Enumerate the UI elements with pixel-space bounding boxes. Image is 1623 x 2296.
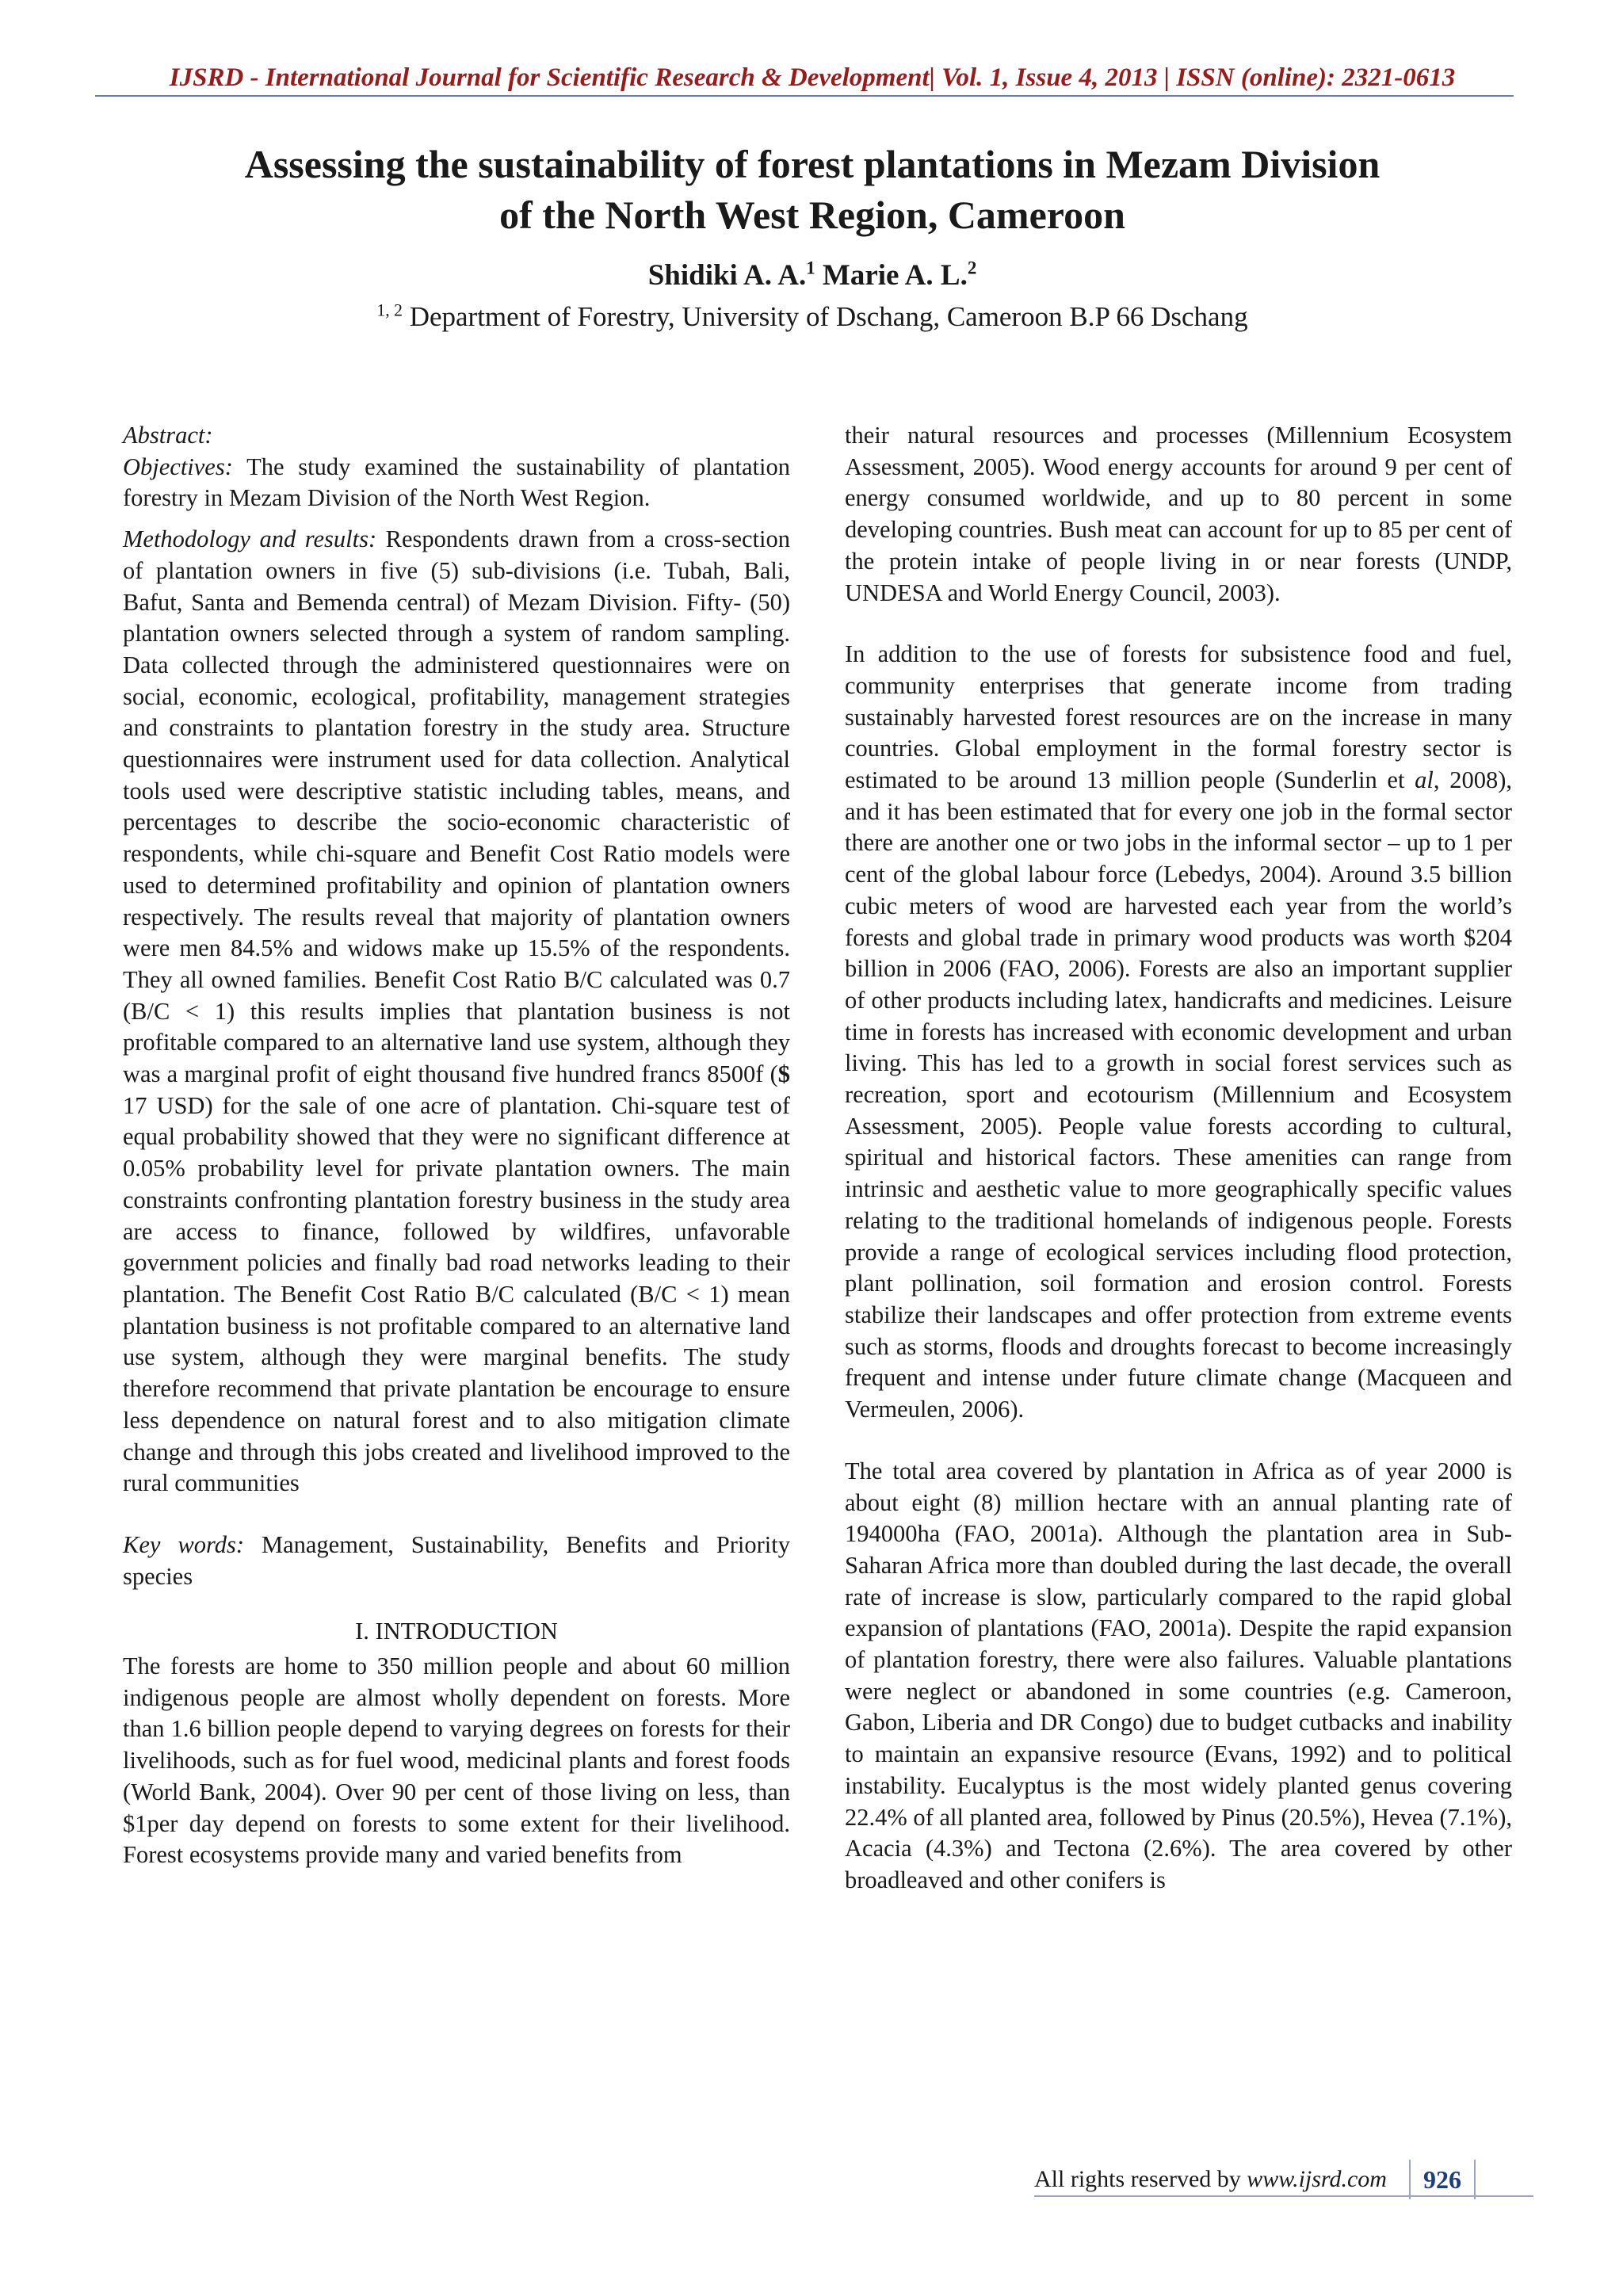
keywords-text: Management, Sustainability, Benefits and Priority species	[123, 1530, 790, 1590]
abstract-objectives	[123, 452, 790, 514]
header-rule	[95, 95, 1514, 97]
keywords	[123, 1530, 790, 1592]
authors	[95, 258, 1529, 292]
abstract-methodology	[123, 524, 790, 1499]
footer-rights-text: All rights reserved by	[1034, 2166, 1247, 2192]
intro-paragraph-2	[845, 639, 1512, 1426]
methodology-dollar: $	[777, 1060, 790, 1088]
abstract-heading: Abstract:	[123, 422, 213, 449]
intro-paragraph-1-part-2: their natural resources and processes (Millennium Ecosystem Assessment, 2005). Wood energy accounts for around 9 per cent of energy consumed worldwide, and up to 80 percent in some developing countries. Bush meat can account for up to 85 per cent of the protein intake of people living in or near forests (UNDP, UNDESA and World Energy Council, 2003).	[845, 422, 1512, 606]
methodology-label: Methodology and results:	[123, 525, 377, 553]
intro-paragraph-3: The total area covered by plantation in Africa as of year 2000 is about eight (8) million hectare with an annual planting rate of 194000ha (FAO, 2001a). Although the plantation area in Sub-Saharan Africa more than doubled during the last decade, the overall rate of increase is slow, particularly compared to the rapid global expansion of plantations (FAO, 2001a). Despite the rapid expansion of plantation forestry, there were also failures. Valuable plantations were neglect or abandoned in some countries (e.g. Cameroon, Gabon, Liberia and DR Congo) due to budget cutbacks and inability to maintain an expansive resource (Evans, 1992) and to political instability. Eucalyptus is the most widely planted genus covering 22.4% of all planted area, followed by Pinus (20.5%), Hevea (7.1%), Acacia (4.3%) and Tectona (2.6%). The area covered by other broadleaved and other conifers is	[845, 1457, 1512, 1893]
intro-p2-text-b: , 2008), and it has been estimated that for every one job in the formal sector there are another one or two jobs in the informal sector – up to 1 per cent of the global labour force (Lebedys, 2004). Around 3.5 billion cubic meters of wood are harvested each year from the world’s forests and global trade in primary wood products was worth $204 billion in 2006 (FAO, 2006). Forests are also an important supplier of other products including latex, handicrafts and medicines. Leisure time in forests has increased with economic development and urban living. This has led to a growth in social forest services such as recreation, sport and ecotourism (Millennium and Ecosystem Assessment, 2005). People value forests according to cultural, spiritual and historical factors. These amenities can range from intrinsic and aesthetic value to more geographically specific values relating to the traditional homelands of indigenous people. Forests provide a range of ecological services including flood protection, plant pollination, soil formation and erosion control. Forests stabilize their landscapes and offer protection from extreme events such as storms, floods and droughts forecast to become increasingly frequent and intense under future climate change (Macqueen and Vermeulen, 2006).	[845, 766, 1512, 1423]
intro-p2-text-a: In addition to the use of forests for subsistence food and fuel, community enterprises that generate income from trading sustainably harvested forest resources are on the increase in many countries. Global employment in the formal forestry sector is estimated to be around 13 million people (Sunderlin et	[845, 640, 1512, 794]
journal-header: IJSRD - International Journal for Scientific Research & Development| Vol. 1, Issue 4, 2013 | ISSN (online): 2321-0613	[169, 63, 1456, 92]
objectives-label: Objectives:	[123, 453, 233, 480]
methodology-text: Respondents drawn from a cross-section of plantation owners in five (5) sub-divisions (i.e. Tubah, Bali, Bafut, Santa and Bemenda central) of Mezam Division. Fifty- (50) plantation owners selected through a system of random sampling. Data collected through the administered questionnaires were on social, economic, ecological, profitability, management strategies and constraints to plantation forestry in the study area. Structure questionnaires were instrument used for data collection. Analytical tools used were descriptive statistic including tables, means, and percentages to describe the socio-economic characteristic of respondents, while chi-square and Benefit Cost Ratio models were used to determined profitability and opinion of plantation owners respectively. The results reveal that majority of plantation owners were men 84.5% and widows make up 15.5% of the respondents. They all owned families. Benefit Cost Ratio B/C calculated was 0.7 (B/C < 1) this results implies that plantation business is not profitable compared to an alternative land use system, although they was a marginal profit of eight thousand five hundred francs 8500f (	[123, 525, 790, 1088]
footer-site-link[interactable]: www.ijsrd.com	[1247, 2166, 1387, 2192]
title-line-1: Assessing the sustainability of forest plantations in Mezam Division	[244, 142, 1381, 186]
left-column	[123, 420, 790, 1871]
affiliation	[95, 301, 1529, 333]
section-heading-introduction: I. INTRODUCTION	[355, 1618, 558, 1645]
author-2-sup: 2	[967, 258, 977, 278]
paper-title	[95, 139, 1529, 240]
affiliation-sup: 1, 2	[376, 300, 403, 320]
intro-p2-italic: al	[1415, 766, 1434, 794]
footer-rights	[1034, 2166, 1387, 2193]
author-2: Marie A. L.	[822, 259, 968, 292]
objectives-text: The study examined the sustainability of plantation forestry in Mezam Division of the North West Region.	[123, 453, 790, 512]
title-line-2: of the North West Region, Cameroon	[499, 193, 1125, 237]
affiliation-text: Department of Forestry, University of Dschang, Cameroon B.P 66 Dschang	[409, 301, 1248, 332]
author-1-sup: 1	[806, 258, 815, 278]
methodology-text-2: 17 USD) for the sale of one acre of plantation. Chi-square test of equal probability showed that they were no significant difference at 0.05% probability level for private plantation owners. The main constraints confronting plantation forestry business in the study area are access to finance, followed by wildfires, unfavorable government policies and finally bad road networks leading to their plantation. The Benefit Cost Ratio B/C calculated (B/C < 1) mean plantation business is not profitable compared to an alternative land use system, although they were marginal benefits. The study therefore recommend that private plantation be encourage to ensure less dependence on natural forest and to also mitigation climate change and through this jobs created and livelihood improved to the rural communities	[123, 1091, 790, 1497]
intro-paragraph-1-part-1: The forests are home to 350 million people and about 60 million indigenous people are almost wholly dependent on forests. More than 1.6 billion people depend to varying degrees on forests for their livelihoods, such as for fuel wood, medicinal plants and forest foods (World Bank, 2004). Over 90 per cent of those living on less, than $1per day depend on forests to some extent for their livelihood. Forest ecosystems provide many and varied benefits from	[123, 1652, 790, 1869]
footer-rule	[1034, 2195, 1533, 2197]
right-column	[845, 420, 1512, 1897]
keywords-label: Key words:	[123, 1530, 244, 1558]
author-1: Shidiki A. A.	[647, 259, 807, 292]
page-number: 926	[1409, 2160, 1476, 2199]
